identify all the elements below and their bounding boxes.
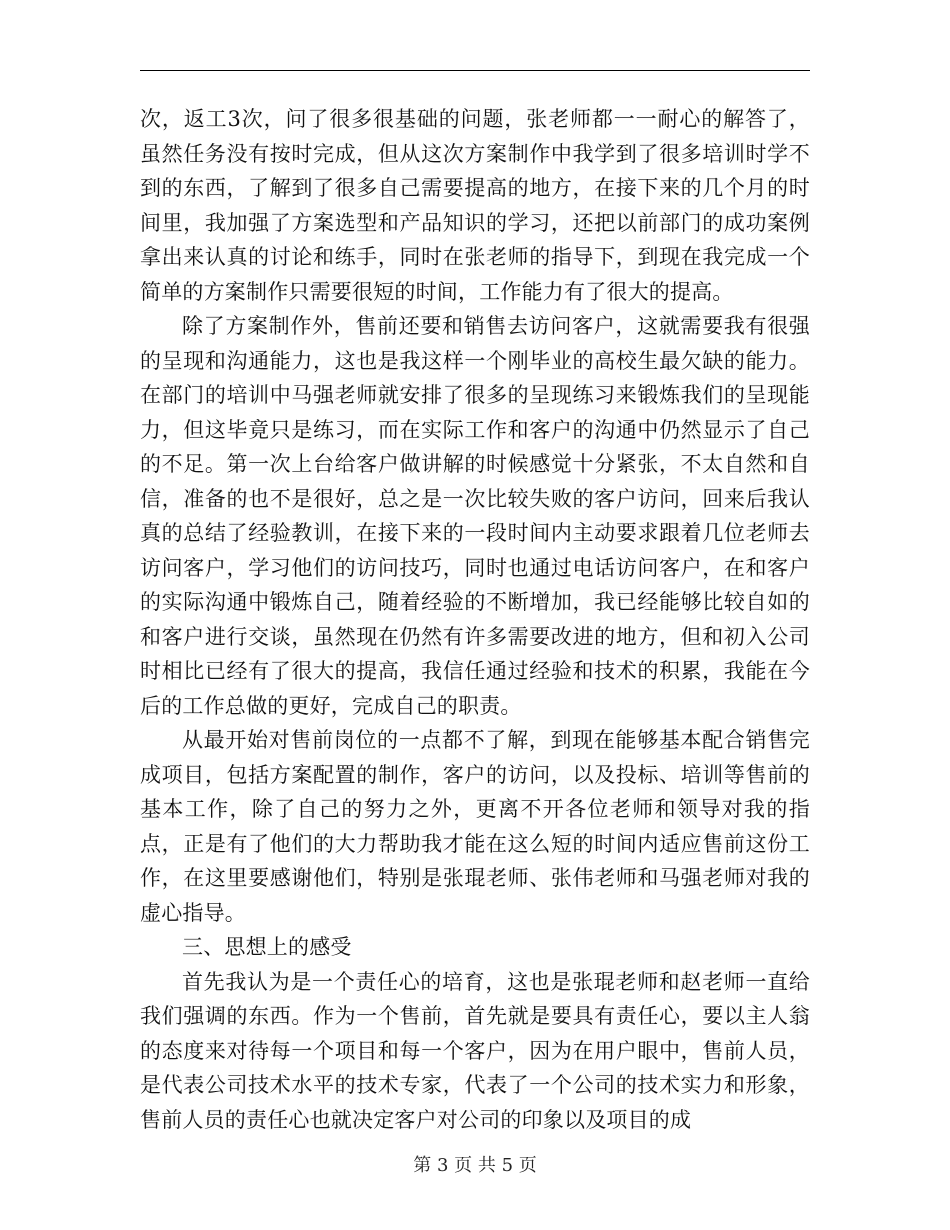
paragraph-2: 除了方案制作外，售前还要和销售去访问客户，这就需要我有很强的呈现和沟通能力，这也是我这样一个刚毕业的高校生最欠缺的能力。在部门的培训中马强老师就安排了很多的呈现练习来锻炼我们的呈现能力，但这毕竟只是练习，而在实际工作和客户的沟通中仍然显示了自己的不足。第一次上台给客户做讲解的时候感觉十分紧张，不太自然和自信，准备的也不是很好，总之是一次比较失败的客户访问，回来后我认真的总结了经验教训，在接下来的一段时间内主动要求跟着几位老师去访问客户，学习他们的访问技巧，同时也通过电话访问客户，在和客户的实际沟通中锻炼自己，随着经验的不断增加，我已经能够比较自如的和客户进行交谈，虽然现在仍然有许多需要改进的地方，但和初入公司时相比已经有了很大的提高，我信任通过经验和技术的积累，我能在今后的工作总做的更好，完成自己的职责。	[140, 314, 810, 718]
footer-total-pages: 5	[501, 1155, 514, 1176]
document-body	[140, 102, 810, 1137]
footer-middle: 页 共	[454, 1155, 496, 1176]
footer-prefix: 第	[413, 1155, 432, 1176]
paragraph-3: 从最开始对售前岗位的一点都不了解，到现在能够基本配合销售完成项目，包括方案配置的制作，客户的访问，以及投标、培训等售前的基本工作，除了自己的努力之外，更离不开各位老师和领导对我的指点，正是有了他们的大力帮助我才能在这么短的时间内适应售前这份工作，在这里要感谢他们，特别是张琨老师、张伟老师和马强老师对我的虚心指导。	[140, 728, 810, 925]
section-heading: 三、思想上的感受	[182, 935, 352, 959]
page-footer	[0, 1154, 950, 1178]
footer-page-number: 3	[436, 1155, 449, 1176]
header-rule	[140, 70, 810, 71]
footer-suffix: 页	[518, 1155, 537, 1176]
paragraph-1: 次，返工3次，问了很多很基础的问题，张老师都一一耐心的解答了，虽然任务没有按时完成，但从这次方案制作中我学到了很多培训时学不到的东西，了解到了很多自己需要提高的地方，在接下来的几个月的时间里，我加强了方案选型和产品知识的学习，还把以前部门的成功案例拿出来认真的讨论和练手，同时在张老师的指导下，到现在我完成一个简单的方案制作只需要很短的时间，工作能力有了很大的提高。	[140, 107, 810, 304]
paragraph-4: 首先我认为是一个责任心的培育，这也是张琨老师和赵老师一直给我们强调的东西。作为一个售前，首先就是要具有责任心，要以主人翁的态度来对待每一个项目和每一个客户，因为在用户眼中，售前人员，是代表公司技术水平的技术专家，代表了一个公司的技术实力和形象，售前人员的责任心也就决定客户对公司的印象以及项目的成	[140, 969, 810, 1132]
